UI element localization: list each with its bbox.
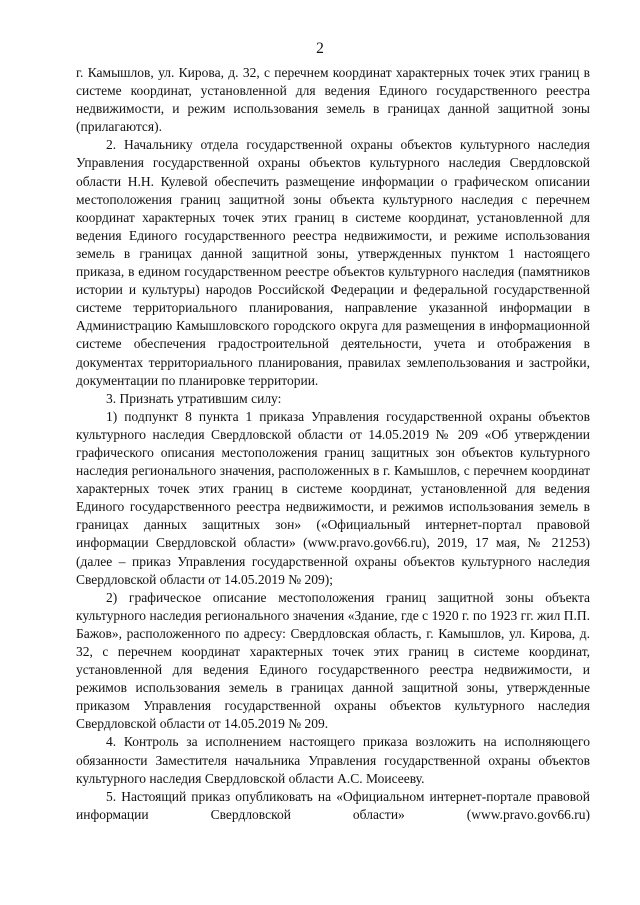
paragraph-item-4: 4. Контроль за исполнением настоящего приказа возложить на исполняющего обязанности Заместителя начальника Управления государственной охраны объектов культурного наследия Свердловской области А.С. Моисееву.: [76, 734, 590, 786]
paragraph-item-3-1: 1) подпункт 8 пункта 1 приказа Управления государственной охраны объектов культурного наследия Свердловской области от 14.05.2019 № 209 «Об утверждении графического описания местоположения границ защитных зон объектов культурного наследия регионального значения, расположенных в г. Камышлов, с перечнем координат характерных точек этих границ в системе координат, установленной для ведения Единого государственного реестра недвижимости, и режимов использования земель в границах данных защитных зон» («Официальный интернет-портал правовой информации Свердловской области» (www.pravo.gov66.ru), 2019, 17 мая, № 21253) (далее – приказ Управления государственной охраны объектов культурного наследия Свердловской области от 14.05.2019 № 209);: [76, 408, 590, 587]
paragraph-item-3: 3. Признать утратившим силу:: [106, 390, 282, 406]
page-number: 2: [316, 40, 324, 57]
paragraph-item-5: 5. Настоящий приказ опубликовать на «Официальном интернет-портале правовой информации Свердловской области» (www.pravo.gov66.ru): [76, 788, 590, 822]
paragraph-item-3-2: 2) графическое описание местоположения границ защитной зоны объекта культурного наследия регионального значения «Здание, где с 1920 г. по 1923 гг. жил П.П. Бажов», расположенного по адресу: Свердловская область, г. Камышлов, ул. Кирова, д. 32, с перечнем координат характерных точек этих границ в системе координат, установленной для ведения Единого государственного реестра недвижимости, и режимов использования земель в границах данной защитной зоны, утвержденные приказом Управления государственной охраны объектов культурного наследия Свердловской области от 14.05.2019 № 209.: [76, 589, 590, 732]
paragraph-item-2: 2. Начальнику отдела государственной охраны объектов культурного наследия Управления государственной охраны объектов культурного наследия Свердловской области Н.Н. Кулевой обеспечить размещение информации о графическом описании местоположения границ защитной зоны объекта культурного наследия с перечнем координат характерных точек этих границ в системе координат, установленной для ведения Единого государственного реестра недвижимости, и режиме использования земель в границах данной защитной зоны, утвержденных пунктом 1 настоящего приказа, в едином государственном реестре объектов культурного наследия (памятников истории и культуры) народов Российской Федерации и федеральной государственной системе территориального планирования, направление указанной информации в Администрацию Камышловского городского округа для размещения в информационной системе обеспечения градостроительной деятельности, учета и отображения в документах территориального планирования, правилах землепользования и застройки, документации по планировке территории.: [76, 137, 590, 388]
document-body: [76, 64, 590, 824]
paragraph-continuation: г. Камышлов, ул. Кирова, д. 32, с перечнем координат характерных точек этих границ в системе координат, установленной для ведения Единого государственного реестра недвижимости, и режим использования земель в границах данной защитной зоны (прилагаются).: [76, 65, 590, 135]
